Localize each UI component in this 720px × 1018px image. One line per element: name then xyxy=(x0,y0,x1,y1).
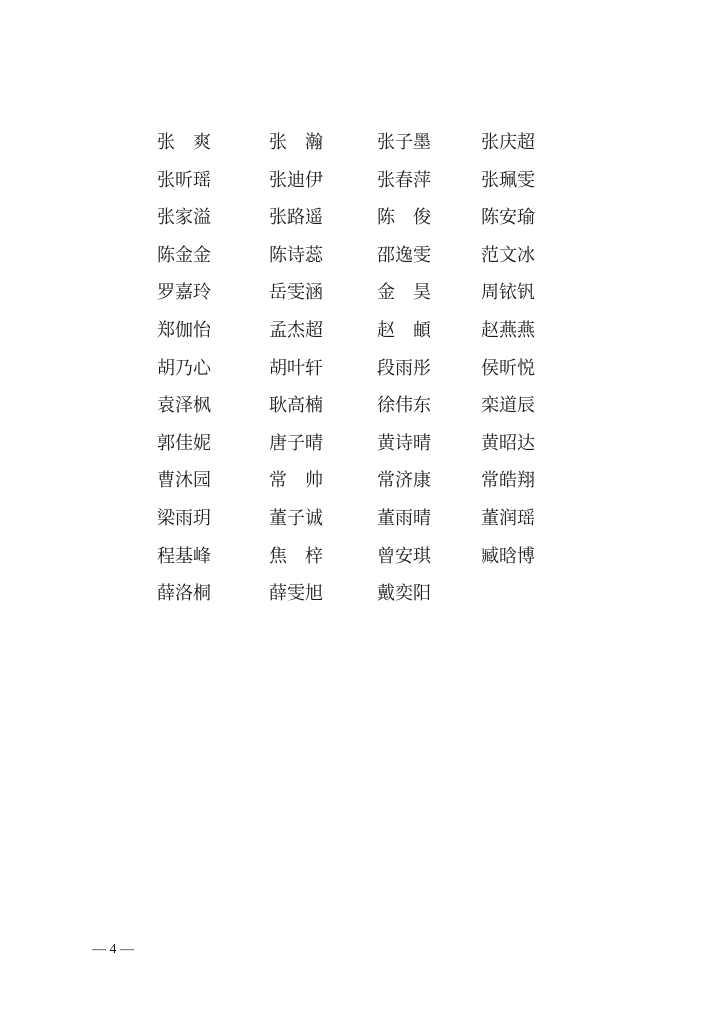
name-entry: 常 帅 xyxy=(269,470,323,492)
name-entry: 范文冰 xyxy=(481,244,535,266)
name-row xyxy=(0,162,720,200)
name-entry: 曾安琪 xyxy=(377,545,431,567)
name-row xyxy=(0,425,720,463)
name-entry: 唐子晴 xyxy=(269,432,323,454)
name-entry: 陈金金 xyxy=(157,244,211,266)
name-entry: 孟杰超 xyxy=(269,319,323,341)
name-entry: 金 昊 xyxy=(377,282,431,304)
name-entry: 张庆超 xyxy=(481,132,535,153)
name-entry: 曹沐园 xyxy=(157,470,211,492)
name-entry: 臧晗博 xyxy=(481,545,535,567)
name-entry: 邵逸雯 xyxy=(377,244,431,266)
name-row xyxy=(0,500,720,538)
name-entry: 薛雯旭 xyxy=(269,583,323,605)
name-entry: 张 瀚 xyxy=(269,132,323,153)
name-entry: 耿高楠 xyxy=(269,395,323,417)
name-row xyxy=(0,124,720,162)
name-entry: 董子诚 xyxy=(269,507,323,529)
name-entry: 张昕瑶 xyxy=(157,169,211,191)
name-entry: 焦 梓 xyxy=(269,545,323,567)
name-entry: 侯昕悦 xyxy=(481,357,535,379)
name-entry: 罗嘉玲 xyxy=(157,282,211,304)
name-entry: 梁雨玥 xyxy=(157,507,211,529)
name-entry: 徐伟东 xyxy=(377,395,431,417)
name-entry: 董雨晴 xyxy=(377,507,431,529)
name-entry: 郭佳妮 xyxy=(157,432,211,454)
name-entry: 陈安瑜 xyxy=(481,207,535,229)
name-entry: 薛洛桐 xyxy=(157,583,211,605)
name-row xyxy=(0,199,720,237)
name-entry: 赵燕燕 xyxy=(481,319,535,341)
page-number: — 4 — xyxy=(92,942,134,957)
name-row xyxy=(0,274,720,312)
name-entry: 张珮雯 xyxy=(481,169,535,191)
name-entry: 岳雯涵 xyxy=(269,282,323,304)
name-entry: 张路遥 xyxy=(269,207,323,229)
name-entry: 戴奕阳 xyxy=(377,583,431,605)
name-entry: 董润瑶 xyxy=(481,507,535,529)
name-entry: 常济康 xyxy=(377,470,431,492)
name-entry: 周铱钒 xyxy=(481,282,535,304)
name-entry: 袁泽枫 xyxy=(157,395,211,417)
name-entry: 胡乃心 xyxy=(157,357,211,379)
name-entry: 张迪伊 xyxy=(269,169,323,191)
name-entry: 张 爽 xyxy=(157,132,211,153)
name-row xyxy=(0,462,720,500)
name-row xyxy=(0,312,720,350)
name-entry: 张子墨 xyxy=(377,132,431,153)
name-entry: 胡叶轩 xyxy=(269,357,323,379)
name-entry: 张家溢 xyxy=(157,207,211,229)
name-row xyxy=(0,237,720,275)
name-entry: 常皓翔 xyxy=(481,470,535,492)
name-entry: 赵 頔 xyxy=(377,319,431,341)
name-row xyxy=(0,538,720,576)
name-row xyxy=(0,350,720,388)
name-row xyxy=(0,575,720,613)
name-entry: 黄诗晴 xyxy=(377,432,431,454)
name-entry: 栾道辰 xyxy=(481,395,535,417)
name-entry: 郑伽怡 xyxy=(157,319,211,341)
name-entry: 黄昭达 xyxy=(481,432,535,454)
name-list xyxy=(0,124,720,613)
name-entry: 程基峰 xyxy=(157,545,211,567)
name-entry: 陈 俊 xyxy=(377,207,431,229)
name-entry: 张春萍 xyxy=(377,169,431,191)
name-entry: 段雨彤 xyxy=(377,357,431,379)
name-entry: 陈诗蕊 xyxy=(269,244,323,266)
name-row xyxy=(0,387,720,425)
